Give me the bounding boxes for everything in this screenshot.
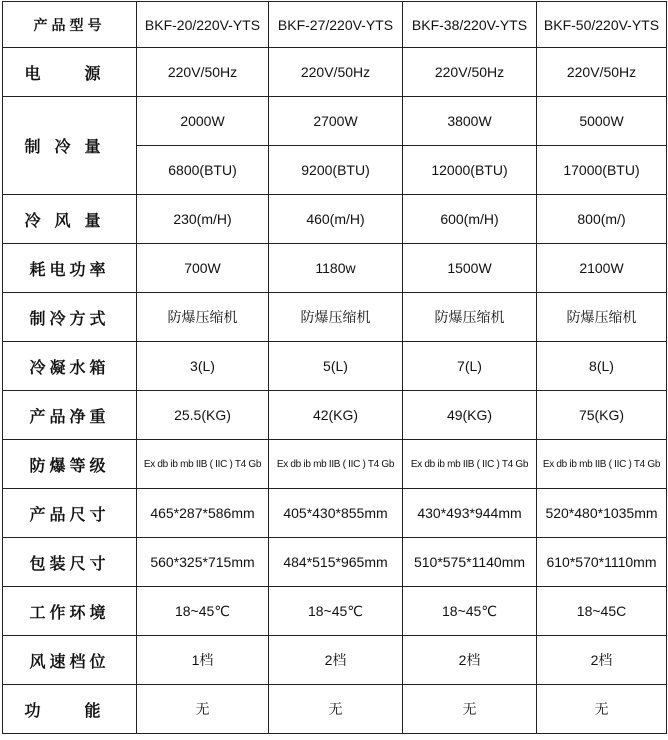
package-value-2: 484*515*965mm bbox=[269, 538, 403, 587]
tank-value-3: 7(L) bbox=[403, 342, 537, 391]
method-value-4: 防爆压缩机 bbox=[537, 293, 667, 342]
environment-value-1: 18~45℃ bbox=[137, 587, 269, 636]
package-value-3: 510*575*1140mm bbox=[403, 538, 537, 587]
weight-value-4: 75(KG) bbox=[537, 391, 667, 440]
cooling-btu-4: 17000(BTU) bbox=[537, 146, 667, 195]
package-label: 包装尺寸 bbox=[3, 538, 137, 587]
spec-table bbox=[2, 1, 667, 734]
tank-value-2: 5(L) bbox=[269, 342, 403, 391]
row-airflow bbox=[3, 195, 667, 244]
tank-value-1: 3(L) bbox=[137, 342, 269, 391]
model-name-1: BKF-20/220V-YTS bbox=[137, 2, 269, 48]
tank-label: 冷凝水箱 bbox=[3, 342, 137, 391]
exgrade-value-4: Ex db ib mb IIB ( IIC ) T4 Gb bbox=[537, 440, 667, 489]
exgrade-value-3: Ex db ib mb IIB ( IIC ) T4 Gb bbox=[403, 440, 537, 489]
airflow-label: 冷风量 bbox=[3, 195, 137, 244]
row-function bbox=[3, 685, 667, 734]
cooling-btu-2: 9200(BTU) bbox=[269, 146, 403, 195]
airflow-value-1: 230(m/H) bbox=[137, 195, 269, 244]
consumption-label: 耗电功率 bbox=[3, 244, 137, 293]
function-value-3: 无 bbox=[403, 685, 537, 734]
cooling-watts-2: 2700W bbox=[269, 97, 403, 146]
method-value-1: 防爆压缩机 bbox=[137, 293, 269, 342]
row-cooling-watts bbox=[3, 97, 667, 146]
environment-value-2: 18~45℃ bbox=[269, 587, 403, 636]
power-value-4: 220V/50Hz bbox=[537, 48, 667, 97]
consumption-value-4: 2100W bbox=[537, 244, 667, 293]
exgrade-value-1: Ex db ib mb IIB ( IIC ) T4 Gb bbox=[137, 440, 269, 489]
cooling-watts-1: 2000W bbox=[137, 97, 269, 146]
model-name-3: BKF-38/220V-YTS bbox=[403, 2, 537, 48]
method-value-2: 防爆压缩机 bbox=[269, 293, 403, 342]
row-method bbox=[3, 293, 667, 342]
size-value-1: 465*287*586mm bbox=[137, 489, 269, 538]
row-weight bbox=[3, 391, 667, 440]
speed-value-3: 2档 bbox=[403, 636, 537, 685]
cooling-watts-3: 3800W bbox=[403, 97, 537, 146]
environment-value-4: 18~45C bbox=[537, 587, 667, 636]
model-name-4: BKF-50/220V-YTS bbox=[537, 2, 667, 48]
power-value-1: 220V/50Hz bbox=[137, 48, 269, 97]
consumption-value-2: 1180w bbox=[269, 244, 403, 293]
header-label: 产品型号 bbox=[3, 2, 137, 48]
cooling-btu-1: 6800(BTU) bbox=[137, 146, 269, 195]
row-consumption bbox=[3, 244, 667, 293]
size-value-3: 430*493*944mm bbox=[403, 489, 537, 538]
row-exgrade bbox=[3, 440, 667, 489]
header-row bbox=[3, 2, 667, 48]
weight-value-2: 42(KG) bbox=[269, 391, 403, 440]
row-power bbox=[3, 48, 667, 97]
size-label: 产品尺寸 bbox=[3, 489, 137, 538]
function-value-2: 无 bbox=[269, 685, 403, 734]
airflow-value-3: 600(m/H) bbox=[403, 195, 537, 244]
function-value-4: 无 bbox=[537, 685, 667, 734]
exgrade-value-2: Ex db ib mb IIB ( IIC ) T4 Gb bbox=[269, 440, 403, 489]
speed-value-2: 2档 bbox=[269, 636, 403, 685]
function-value-1: 无 bbox=[137, 685, 269, 734]
exgrade-label: 防爆等级 bbox=[3, 440, 137, 489]
consumption-value-3: 1500W bbox=[403, 244, 537, 293]
environment-value-3: 18~45℃ bbox=[403, 587, 537, 636]
size-value-2: 405*430*855mm bbox=[269, 489, 403, 538]
cooling-label: 制冷量 bbox=[3, 97, 137, 195]
size-value-4: 520*480*1035mm bbox=[537, 489, 667, 538]
method-value-3: 防爆压缩机 bbox=[403, 293, 537, 342]
speed-value-4: 2档 bbox=[537, 636, 667, 685]
airflow-value-4: 800(m/) bbox=[537, 195, 667, 244]
tank-value-4: 8(L) bbox=[537, 342, 667, 391]
weight-label: 产品净重 bbox=[3, 391, 137, 440]
consumption-value-1: 700W bbox=[137, 244, 269, 293]
power-value-3: 220V/50Hz bbox=[403, 48, 537, 97]
row-tank bbox=[3, 342, 667, 391]
function-label: 功 能 bbox=[3, 685, 137, 734]
speed-label: 风速档位 bbox=[3, 636, 137, 685]
weight-value-3: 49(KG) bbox=[403, 391, 537, 440]
row-package bbox=[3, 538, 667, 587]
package-value-1: 560*325*715mm bbox=[137, 538, 269, 587]
row-environment bbox=[3, 587, 667, 636]
airflow-value-2: 460(m/H) bbox=[269, 195, 403, 244]
model-name-2: BKF-27/220V-YTS bbox=[269, 2, 403, 48]
row-speed bbox=[3, 636, 667, 685]
environment-label: 工作环境 bbox=[3, 587, 137, 636]
power-value-2: 220V/50Hz bbox=[269, 48, 403, 97]
cooling-watts-4: 5000W bbox=[537, 97, 667, 146]
cooling-btu-3: 12000(BTU) bbox=[403, 146, 537, 195]
power-label: 电 源 bbox=[3, 48, 137, 97]
method-label: 制冷方式 bbox=[3, 293, 137, 342]
weight-value-1: 25.5(KG) bbox=[137, 391, 269, 440]
speed-value-1: 1档 bbox=[137, 636, 269, 685]
row-size bbox=[3, 489, 667, 538]
package-value-4: 610*570*1110mm bbox=[537, 538, 667, 587]
